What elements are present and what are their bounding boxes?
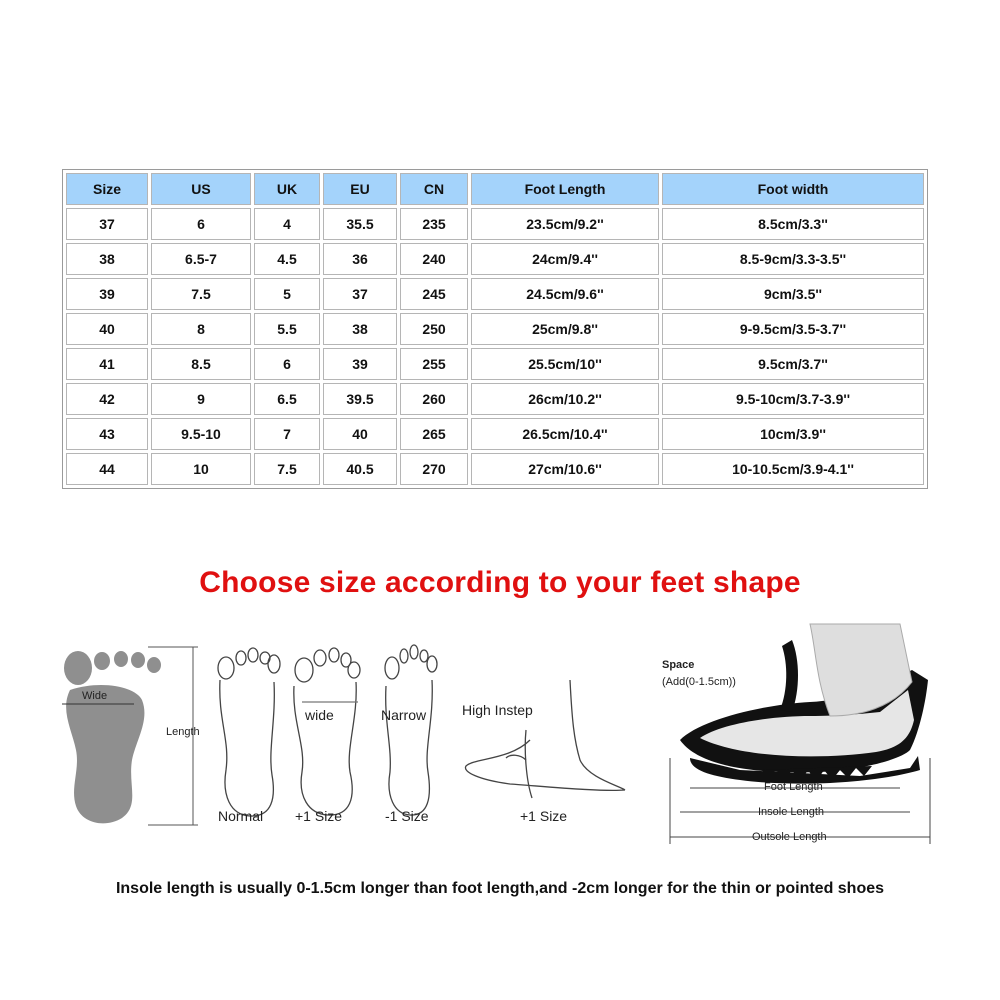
- feet-shape-illustration: [40, 620, 960, 860]
- table-row: [66, 383, 924, 415]
- normal-foot-icon: [218, 648, 280, 816]
- table-row: [66, 348, 924, 380]
- narrow-foot-icon: [385, 645, 437, 815]
- column-header-cn: CN: [400, 173, 468, 205]
- column-header-uk: UK: [254, 173, 320, 205]
- cell-foot-width: 9cm/3.5'': [662, 278, 924, 310]
- outsole-length-label: Outsole Length: [752, 831, 827, 843]
- space-add-label: (Add(0-1.5cm)): [662, 676, 736, 688]
- column-header-foot-length: Foot Length: [471, 173, 659, 205]
- cell-eu: 40: [323, 418, 397, 450]
- instep-plus-one-size-label: +1 Size: [520, 808, 568, 824]
- cell-foot-length: 23.5cm/9.2'': [471, 208, 659, 240]
- column-header-eu: EU: [323, 173, 397, 205]
- cell-foot-length: 26cm/10.2'': [471, 383, 659, 415]
- minus-one-size-label: -1 Size: [385, 808, 429, 824]
- foot-length-label: Foot Length: [764, 781, 823, 793]
- cell-eu: 37: [323, 278, 397, 310]
- wide-label: Wide: [82, 690, 108, 702]
- cell-uk: 6.5: [254, 383, 320, 415]
- cell-us: 9.5-10: [151, 418, 251, 450]
- cell-foot-width: 9-9.5cm/3.5-3.7'': [662, 313, 924, 345]
- column-header-size: Size: [66, 173, 148, 205]
- plus-one-size-label: +1 Size: [295, 808, 343, 824]
- cell-size: 37: [66, 208, 148, 240]
- insole-length-label: Insole Length: [758, 806, 825, 818]
- cell-eu: 39: [323, 348, 397, 380]
- cell-size: 42: [66, 383, 148, 415]
- column-header-foot-width: Foot width: [662, 173, 924, 205]
- cell-size: 38: [66, 243, 148, 275]
- cell-cn: 265: [400, 418, 468, 450]
- cell-uk: 7: [254, 418, 320, 450]
- cell-uk: 4.5: [254, 243, 320, 275]
- cell-foot-width: 8.5-9cm/3.3-3.5'': [662, 243, 924, 275]
- cell-uk: 7.5: [254, 453, 320, 485]
- cell-us: 6.5-7: [151, 243, 251, 275]
- cell-foot-length: 25cm/9.8'': [471, 313, 659, 345]
- cell-eu: 35.5: [323, 208, 397, 240]
- table-row: [66, 453, 924, 485]
- table-row: [66, 243, 924, 275]
- cell-size: 41: [66, 348, 148, 380]
- space-label: Space: [662, 659, 695, 671]
- cell-cn: 245: [400, 278, 468, 310]
- cell-us: 8.5: [151, 348, 251, 380]
- column-header-us: US: [151, 173, 251, 205]
- cell-size: 44: [66, 453, 148, 485]
- cell-us: 10: [151, 453, 251, 485]
- table-row: [66, 208, 924, 240]
- cell-cn: 255: [400, 348, 468, 380]
- table-header-row: [66, 173, 924, 205]
- cell-size: 40: [66, 313, 148, 345]
- cell-foot-length: 24cm/9.4'': [471, 243, 659, 275]
- cell-foot-length: 27cm/10.6'': [471, 453, 659, 485]
- wide-foot-icon: [294, 648, 360, 815]
- cell-size: 39: [66, 278, 148, 310]
- cell-uk: 5: [254, 278, 320, 310]
- cell-us: 9: [151, 383, 251, 415]
- cell-foot-width: 10cm/3.9'': [662, 418, 924, 450]
- cell-cn: 240: [400, 243, 468, 275]
- wide-measure-label: wide: [305, 707, 334, 723]
- cell-foot-length: 24.5cm/9.6'': [471, 278, 659, 310]
- table-row: [66, 418, 924, 450]
- cell-size: 43: [66, 418, 148, 450]
- footer-note: Insole length is usually 0-1.5cm longer than foot length,and -2cm longer for the thin or pointed shoes: [115, 880, 885, 897]
- table-row: [66, 313, 924, 345]
- cell-foot-width: 10-10.5cm/3.9-4.1'': [662, 453, 924, 485]
- high-instep-foot-icon: [465, 680, 625, 798]
- shoe-cross-section-icon: [680, 624, 928, 784]
- cell-cn: 260: [400, 383, 468, 415]
- cell-foot-width: 9.5-10cm/3.7-3.9'': [662, 383, 924, 415]
- cell-foot-width: 8.5cm/3.3'': [662, 208, 924, 240]
- narrow-measure-label: Narrow: [381, 707, 427, 723]
- cell-eu: 39.5: [323, 383, 397, 415]
- cell-uk: 5.5: [254, 313, 320, 345]
- cell-us: 7.5: [151, 278, 251, 310]
- cell-cn: 270: [400, 453, 468, 485]
- cell-foot-width: 9.5cm/3.7'': [662, 348, 924, 380]
- cell-eu: 38: [323, 313, 397, 345]
- length-label: Length: [166, 726, 200, 738]
- cell-cn: 250: [400, 313, 468, 345]
- normal-label: Normal: [218, 808, 264, 824]
- high-instep-label: High Instep: [462, 702, 533, 718]
- cell-eu: 40.5: [323, 453, 397, 485]
- cell-uk: 6: [254, 348, 320, 380]
- cell-us: 6: [151, 208, 251, 240]
- cell-foot-length: 26.5cm/10.4'': [471, 418, 659, 450]
- headline: Choose size according to your feet shape: [199, 566, 801, 599]
- cell-uk: 4: [254, 208, 320, 240]
- table-row: [66, 278, 924, 310]
- cell-foot-length: 25.5cm/10'': [471, 348, 659, 380]
- size-chart-table: [62, 169, 928, 489]
- footprint-icon: [64, 651, 161, 823]
- cell-eu: 36: [323, 243, 397, 275]
- cell-cn: 235: [400, 208, 468, 240]
- cell-us: 8: [151, 313, 251, 345]
